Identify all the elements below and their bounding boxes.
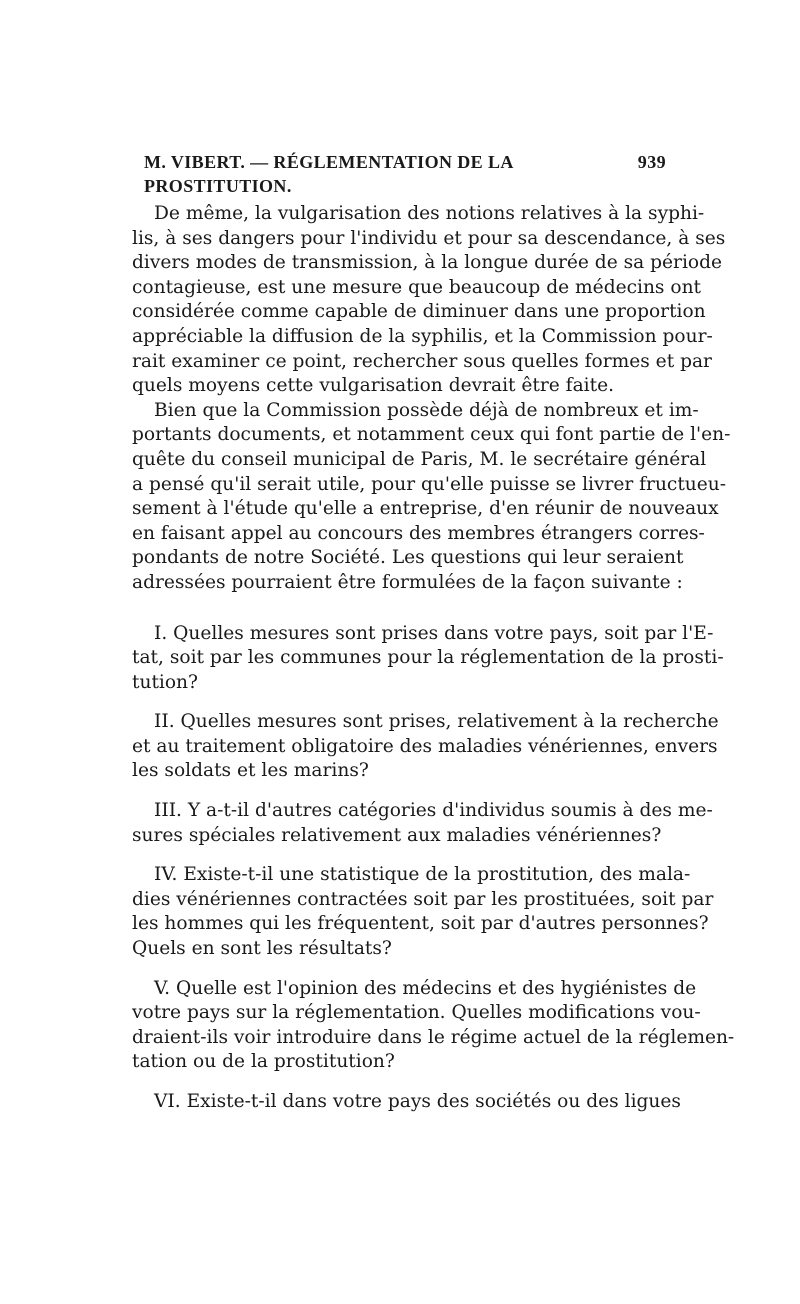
text-line: et au traitement obligatoire des maladies vénériennes, envers: [132, 735, 718, 757]
paragraph: [132, 202, 726, 399]
text-line: appréciable la diffusion de la syphilis, et la Commission pour-: [132, 325, 713, 347]
question-item: [132, 710, 719, 784]
text-line: votre pays sur la réglementation. Quelles modifications vou-: [132, 1002, 701, 1024]
text-line: a pensé qu'il serait utile, pour qu'elle puisse se livrer fructueu-: [132, 473, 727, 495]
questions-list: [132, 622, 735, 1115]
question-item: [132, 1090, 681, 1115]
text-line: Quels en sont les résultats?: [132, 938, 392, 960]
question-item: [132, 977, 735, 1075]
text-line: pondants de notre Société. Les questions qui leur seraient: [132, 547, 684, 569]
question-item: [132, 622, 724, 696]
text-line: contagieuse, est une mesure que beaucoup de médecins ont: [132, 276, 702, 298]
text-line: tation ou de la prostitution?: [132, 1051, 395, 1073]
text-line: sures spéciales relativement aux maladies vénériennes?: [132, 824, 662, 846]
text-line: tution?: [132, 671, 199, 693]
text-line: dies vénériennes contractées soit par les prostituées, soit par: [132, 888, 714, 910]
text-line: considérée comme capable de diminuer dans une proportion: [132, 301, 706, 323]
text-line: les soldats et les marins?: [132, 760, 369, 782]
text-line: rait examiner ce point, rechercher sous quelles formes et par: [132, 350, 712, 372]
text-line: quête du conseil municipal de Paris, M. le secrétaire général: [132, 448, 707, 470]
text-line: II. Quelles mesures sont prises, relativement à la recherche: [154, 711, 719, 733]
question-item: [132, 799, 713, 848]
question-item: [132, 863, 714, 961]
text-line: draient-ils voir introduire dans le régime actuel de la réglemen-: [132, 1026, 735, 1048]
text-line: lis, à ses dangers pour l'individu et pour sa descendance, à ses: [132, 227, 726, 249]
paragraph: [132, 399, 731, 596]
text-line: adressées pourraient être formulées de la façon suivante :: [132, 571, 683, 593]
text-line: VI. Existe-t-il dans votre pays des sociétés ou des ligues: [154, 1091, 681, 1112]
text-line: les hommes qui les fréquentent, soit par d'autres personnes?: [132, 913, 709, 935]
text-line: quels moyens cette vulgarisation devrait être faite.: [132, 375, 614, 397]
text-line: V. Quelle est l'opinion des médecins et des hygiénistes de: [154, 977, 697, 999]
running-title: M. VIBERT. — RÉGLEMENTATION DE LA PROSTITUTION.: [144, 152, 513, 196]
text-line: sement à l'étude qu'elle a entreprise, d'en réunir de nouveaux: [132, 498, 719, 520]
text-line: portants documents, et notamment ceux qui font partie de l'en-: [132, 424, 731, 446]
text-line: III. Y a-t-il d'autres catégories d'individus soumis à des me-: [154, 800, 713, 822]
text-line: Bien que la Commission possède déjà de nombreux et im-: [154, 399, 699, 421]
text-line: De même, la vulgarisation des notions relatives à la syphi-: [154, 203, 705, 224]
book-page: [132, 150, 735, 1130]
text-line: en faisant appel au concours des membres étrangers corres-: [132, 522, 705, 544]
page-number: 939: [637, 152, 666, 172]
text-line: IV. Existe-t-il une statistique de la prostitution, des mala-: [154, 864, 691, 886]
body-text: [132, 202, 731, 596]
text-line: I. Quelles mesures sont prises dans votre pays, soit par l'E-: [154, 622, 714, 644]
text-line: divers modes de transmission, à la longue durée de sa période: [132, 252, 722, 274]
text-line: tat, soit par les communes pour la réglementation de la prosti-: [132, 647, 724, 669]
running-header: [132, 150, 666, 198]
